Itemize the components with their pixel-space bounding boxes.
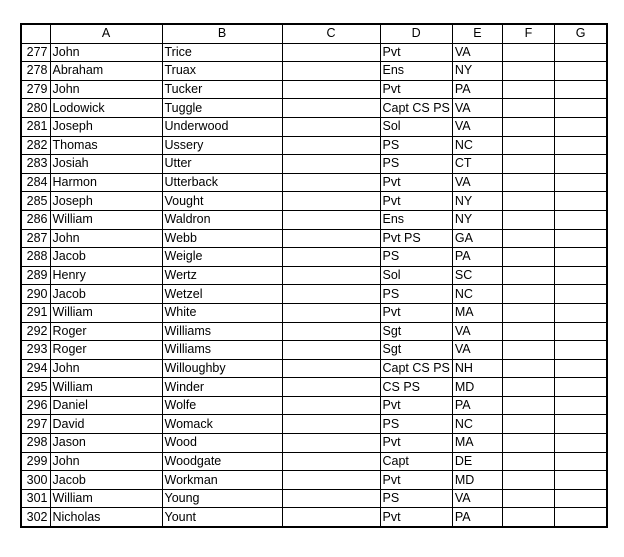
rank-cell[interactable]: PS [380, 285, 452, 304]
table-row [21, 266, 607, 285]
table-row [21, 396, 607, 415]
state-cell[interactable]: VA [452, 322, 502, 341]
column-c-cell[interactable] [282, 489, 380, 508]
first-name-cell[interactable]: David [50, 415, 162, 434]
rank-cell[interactable]: Pvt [380, 192, 452, 211]
column-c-cell[interactable] [282, 378, 380, 397]
column-f-cell[interactable] [502, 285, 554, 304]
column-g-cell[interactable] [554, 210, 607, 229]
corner-cell[interactable] [21, 24, 50, 43]
state-cell[interactable]: NY [452, 192, 502, 211]
table-row [21, 471, 607, 490]
column-f-cell[interactable] [502, 136, 554, 155]
first-name-cell[interactable]: Jacob [50, 285, 162, 304]
rank-cell[interactable]: Capt [380, 452, 452, 471]
column-f-cell[interactable] [502, 210, 554, 229]
first-name-cell[interactable]: Henry [50, 266, 162, 285]
column-c-cell[interactable] [282, 43, 380, 62]
row-number[interactable]: 282 [21, 136, 50, 155]
spreadsheet-grid [20, 23, 608, 528]
table-row [21, 136, 607, 155]
table-row [21, 62, 607, 81]
table-row [21, 489, 607, 508]
column-f-cell[interactable] [502, 155, 554, 174]
last-name-cell[interactable]: Weigle [162, 248, 282, 267]
table-row [21, 43, 607, 62]
column-g-cell[interactable] [554, 248, 607, 267]
column-f-cell[interactable] [502, 452, 554, 471]
state-cell[interactable]: MD [452, 378, 502, 397]
rank-cell[interactable]: PS [380, 415, 452, 434]
row-number[interactable]: 297 [21, 415, 50, 434]
column-c-cell[interactable] [282, 322, 380, 341]
rank-cell[interactable]: Sgt [380, 322, 452, 341]
column-g-cell[interactable] [554, 173, 607, 192]
column-c-cell[interactable] [282, 341, 380, 360]
state-cell[interactable]: MD [452, 471, 502, 490]
column-c-cell[interactable] [282, 173, 380, 192]
row-number[interactable]: 287 [21, 229, 50, 248]
rank-cell[interactable]: Pvt [380, 303, 452, 322]
first-name-cell[interactable]: Joseph [50, 192, 162, 211]
state-cell[interactable]: CT [452, 155, 502, 174]
column-f-cell[interactable] [502, 62, 554, 81]
column-f-cell[interactable] [502, 229, 554, 248]
column-f-cell[interactable] [502, 508, 554, 527]
column-g-cell[interactable] [554, 434, 607, 453]
column-f-cell[interactable] [502, 303, 554, 322]
state-cell[interactable]: VA [452, 173, 502, 192]
column-header-f[interactable]: F [502, 24, 554, 43]
first-name-cell[interactable]: John [50, 452, 162, 471]
column-header-g[interactable]: G [554, 24, 607, 43]
state-cell[interactable]: NY [452, 62, 502, 81]
column-header-a[interactable]: A [50, 24, 162, 43]
row-number[interactable]: 288 [21, 248, 50, 267]
row-number[interactable]: 281 [21, 117, 50, 136]
first-name-cell[interactable]: Abraham [50, 62, 162, 81]
last-name-cell[interactable]: Womack [162, 415, 282, 434]
column-c-cell[interactable] [282, 80, 380, 99]
state-cell[interactable]: MA [452, 303, 502, 322]
column-g-cell[interactable] [554, 229, 607, 248]
first-name-cell[interactable]: William [50, 303, 162, 322]
column-c-cell[interactable] [282, 248, 380, 267]
rank-cell[interactable]: Pvt PS [380, 229, 452, 248]
row-number[interactable]: 277 [21, 43, 50, 62]
column-f-cell[interactable] [502, 359, 554, 378]
column-c-cell[interactable] [282, 285, 380, 304]
column-f-cell[interactable] [502, 378, 554, 397]
row-number[interactable]: 294 [21, 359, 50, 378]
column-c-cell[interactable] [282, 192, 380, 211]
table-row [21, 415, 607, 434]
table-row [21, 117, 607, 136]
first-name-cell[interactable]: John [50, 43, 162, 62]
state-cell[interactable]: PA [452, 508, 502, 527]
rank-cell[interactable]: Sol [380, 266, 452, 285]
column-c-cell[interactable] [282, 117, 380, 136]
state-cell[interactable]: NC [452, 136, 502, 155]
row-number[interactable]: 298 [21, 434, 50, 453]
column-g-cell[interactable] [554, 43, 607, 62]
last-name-cell[interactable]: Ussery [162, 136, 282, 155]
state-cell[interactable]: SC [452, 266, 502, 285]
row-number[interactable]: 299 [21, 452, 50, 471]
last-name-cell[interactable]: Truax [162, 62, 282, 81]
last-name-cell[interactable]: Wood [162, 434, 282, 453]
first-name-cell[interactable]: Harmon [50, 173, 162, 192]
state-cell[interactable]: NC [452, 415, 502, 434]
column-header-d[interactable]: D [380, 24, 452, 43]
column-g-cell[interactable] [554, 396, 607, 415]
column-c-cell[interactable] [282, 136, 380, 155]
column-g-cell[interactable] [554, 303, 607, 322]
state-cell[interactable]: VA [452, 341, 502, 360]
column-c-cell[interactable] [282, 229, 380, 248]
rank-cell[interactable]: CS PS [380, 378, 452, 397]
table-row [21, 155, 607, 174]
state-cell[interactable]: MA [452, 434, 502, 453]
last-name-cell[interactable]: Woodgate [162, 452, 282, 471]
table-row [21, 229, 607, 248]
column-c-cell[interactable] [282, 471, 380, 490]
table-row [21, 378, 607, 397]
rank-cell[interactable]: Sol [380, 117, 452, 136]
table-row [21, 80, 607, 99]
row-number[interactable]: 302 [21, 508, 50, 527]
last-name-cell[interactable]: Trice [162, 43, 282, 62]
row-number[interactable]: 278 [21, 62, 50, 81]
first-name-cell[interactable]: Nicholas [50, 508, 162, 527]
column-header-row [21, 24, 607, 43]
row-number[interactable]: 293 [21, 341, 50, 360]
first-name-cell[interactable]: Roger [50, 341, 162, 360]
last-name-cell[interactable]: Winder [162, 378, 282, 397]
grid-body [21, 43, 607, 527]
table-row [21, 434, 607, 453]
column-f-cell[interactable] [502, 99, 554, 118]
last-name-cell[interactable]: Wertz [162, 266, 282, 285]
column-c-cell[interactable] [282, 155, 380, 174]
first-name-cell[interactable]: John [50, 229, 162, 248]
column-c-cell[interactable] [282, 434, 380, 453]
row-number[interactable]: 290 [21, 285, 50, 304]
state-cell[interactable]: VA [452, 117, 502, 136]
first-name-cell[interactable]: William [50, 210, 162, 229]
rank-cell[interactable]: Pvt [380, 396, 452, 415]
rank-cell[interactable]: PS [380, 155, 452, 174]
table-row [21, 192, 607, 211]
first-name-cell[interactable]: Josiah [50, 155, 162, 174]
first-name-cell[interactable]: Lodowick [50, 99, 162, 118]
row-number[interactable]: 286 [21, 210, 50, 229]
rank-cell[interactable]: PS [380, 489, 452, 508]
column-f-cell[interactable] [502, 322, 554, 341]
table-row [21, 303, 607, 322]
first-name-cell[interactable]: Jason [50, 434, 162, 453]
table-row [21, 99, 607, 118]
column-g-cell[interactable] [554, 285, 607, 304]
column-c-cell[interactable] [282, 359, 380, 378]
first-name-cell[interactable]: Joseph [50, 117, 162, 136]
column-f-cell[interactable] [502, 173, 554, 192]
row-number[interactable]: 280 [21, 99, 50, 118]
column-g-cell[interactable] [554, 508, 607, 527]
state-cell[interactable]: NY [452, 210, 502, 229]
column-g-cell[interactable] [554, 266, 607, 285]
first-name-cell[interactable]: Roger [50, 322, 162, 341]
column-f-cell[interactable] [502, 396, 554, 415]
table-row [21, 322, 607, 341]
row-number[interactable]: 283 [21, 155, 50, 174]
last-name-cell[interactable]: Wolfe [162, 396, 282, 415]
first-name-cell[interactable]: Jacob [50, 471, 162, 490]
row-number[interactable]: 291 [21, 303, 50, 322]
column-c-cell[interactable] [282, 303, 380, 322]
column-header-b[interactable]: B [162, 24, 282, 43]
column-c-cell[interactable] [282, 508, 380, 527]
table-row [21, 248, 607, 267]
row-number[interactable]: 300 [21, 471, 50, 490]
row-number[interactable]: 289 [21, 266, 50, 285]
column-c-cell[interactable] [282, 62, 380, 81]
rank-cell[interactable]: PS [380, 136, 452, 155]
column-g-cell[interactable] [554, 80, 607, 99]
column-f-cell[interactable] [502, 80, 554, 99]
last-name-cell[interactable]: Webb [162, 229, 282, 248]
table-row [21, 173, 607, 192]
last-name-cell[interactable]: Utter [162, 155, 282, 174]
last-name-cell[interactable]: Workman [162, 471, 282, 490]
last-name-cell[interactable]: Willoughby [162, 359, 282, 378]
first-name-cell[interactable]: John [50, 359, 162, 378]
rank-cell[interactable]: Pvt [380, 471, 452, 490]
state-cell[interactable]: NC [452, 285, 502, 304]
column-g-cell[interactable] [554, 322, 607, 341]
column-g-cell[interactable] [554, 489, 607, 508]
row-number[interactable]: 301 [21, 489, 50, 508]
first-name-cell[interactable]: John [50, 80, 162, 99]
rank-cell[interactable]: Pvt [380, 508, 452, 527]
column-g-cell[interactable] [554, 99, 607, 118]
first-name-cell[interactable]: Daniel [50, 396, 162, 415]
rank-cell[interactable]: Pvt [380, 43, 452, 62]
column-c-cell[interactable] [282, 452, 380, 471]
table-row [21, 285, 607, 304]
state-cell[interactable]: VA [452, 489, 502, 508]
column-g-cell[interactable] [554, 415, 607, 434]
column-g-cell[interactable] [554, 359, 607, 378]
row-number[interactable]: 279 [21, 80, 50, 99]
column-g-cell[interactable] [554, 117, 607, 136]
rank-cell[interactable]: Ens [380, 62, 452, 81]
rank-cell[interactable]: Pvt [380, 80, 452, 99]
last-name-cell[interactable]: Utterback [162, 173, 282, 192]
rank-cell[interactable]: Pvt [380, 434, 452, 453]
last-name-cell[interactable]: Underwood [162, 117, 282, 136]
column-f-cell[interactable] [502, 266, 554, 285]
column-c-cell[interactable] [282, 266, 380, 285]
column-f-cell[interactable] [502, 434, 554, 453]
last-name-cell[interactable]: Yount [162, 508, 282, 527]
last-name-cell[interactable]: Williams [162, 322, 282, 341]
last-name-cell[interactable]: Vought [162, 192, 282, 211]
column-f-cell[interactable] [502, 415, 554, 434]
row-number[interactable]: 284 [21, 173, 50, 192]
rank-cell[interactable]: PS [380, 248, 452, 267]
state-cell[interactable]: DE [452, 452, 502, 471]
last-name-cell[interactable]: White [162, 303, 282, 322]
first-name-cell[interactable]: William [50, 489, 162, 508]
table-row [21, 210, 607, 229]
column-g-cell[interactable] [554, 341, 607, 360]
state-cell[interactable]: PA [452, 248, 502, 267]
column-g-cell[interactable] [554, 471, 607, 490]
last-name-cell[interactable]: Wetzel [162, 285, 282, 304]
state-cell[interactable]: PA [452, 80, 502, 99]
state-cell[interactable]: VA [452, 43, 502, 62]
state-cell[interactable]: PA [452, 396, 502, 415]
column-g-cell[interactable] [554, 192, 607, 211]
column-c-cell[interactable] [282, 210, 380, 229]
column-header-c[interactable]: C [282, 24, 380, 43]
state-cell[interactable]: VA [452, 99, 502, 118]
column-f-cell[interactable] [502, 489, 554, 508]
column-f-cell[interactable] [502, 117, 554, 136]
last-name-cell[interactable]: Tuggle [162, 99, 282, 118]
last-name-cell[interactable]: Young [162, 489, 282, 508]
column-f-cell[interactable] [502, 248, 554, 267]
first-name-cell[interactable]: Jacob [50, 248, 162, 267]
table-row [21, 341, 607, 360]
rank-cell[interactable]: Capt CS PS [380, 359, 452, 378]
column-g-cell[interactable] [554, 136, 607, 155]
column-g-cell[interactable] [554, 452, 607, 471]
table-row [21, 508, 607, 527]
column-f-cell[interactable] [502, 341, 554, 360]
row-number[interactable]: 292 [21, 322, 50, 341]
first-name-cell[interactable]: Thomas [50, 136, 162, 155]
column-c-cell[interactable] [282, 415, 380, 434]
rank-cell[interactable]: Capt CS PS [380, 99, 452, 118]
state-cell[interactable]: NH [452, 359, 502, 378]
row-number[interactable]: 296 [21, 396, 50, 415]
column-g-cell[interactable] [554, 155, 607, 174]
rank-cell[interactable]: Ens [380, 210, 452, 229]
row-number[interactable]: 285 [21, 192, 50, 211]
column-f-cell[interactable] [502, 471, 554, 490]
row-number[interactable]: 295 [21, 378, 50, 397]
rank-cell[interactable]: Sgt [380, 341, 452, 360]
last-name-cell[interactable]: Waldron [162, 210, 282, 229]
column-f-cell[interactable] [502, 192, 554, 211]
column-g-cell[interactable] [554, 62, 607, 81]
table-row [21, 359, 607, 378]
last-name-cell[interactable]: Williams [162, 341, 282, 360]
column-g-cell[interactable] [554, 378, 607, 397]
rank-cell[interactable]: Pvt [380, 173, 452, 192]
last-name-cell[interactable]: Tucker [162, 80, 282, 99]
column-f-cell[interactable] [502, 43, 554, 62]
first-name-cell[interactable]: William [50, 378, 162, 397]
table-row [21, 452, 607, 471]
state-cell[interactable]: GA [452, 229, 502, 248]
column-c-cell[interactable] [282, 396, 380, 415]
column-c-cell[interactable] [282, 99, 380, 118]
column-header-e[interactable]: E [452, 24, 502, 43]
